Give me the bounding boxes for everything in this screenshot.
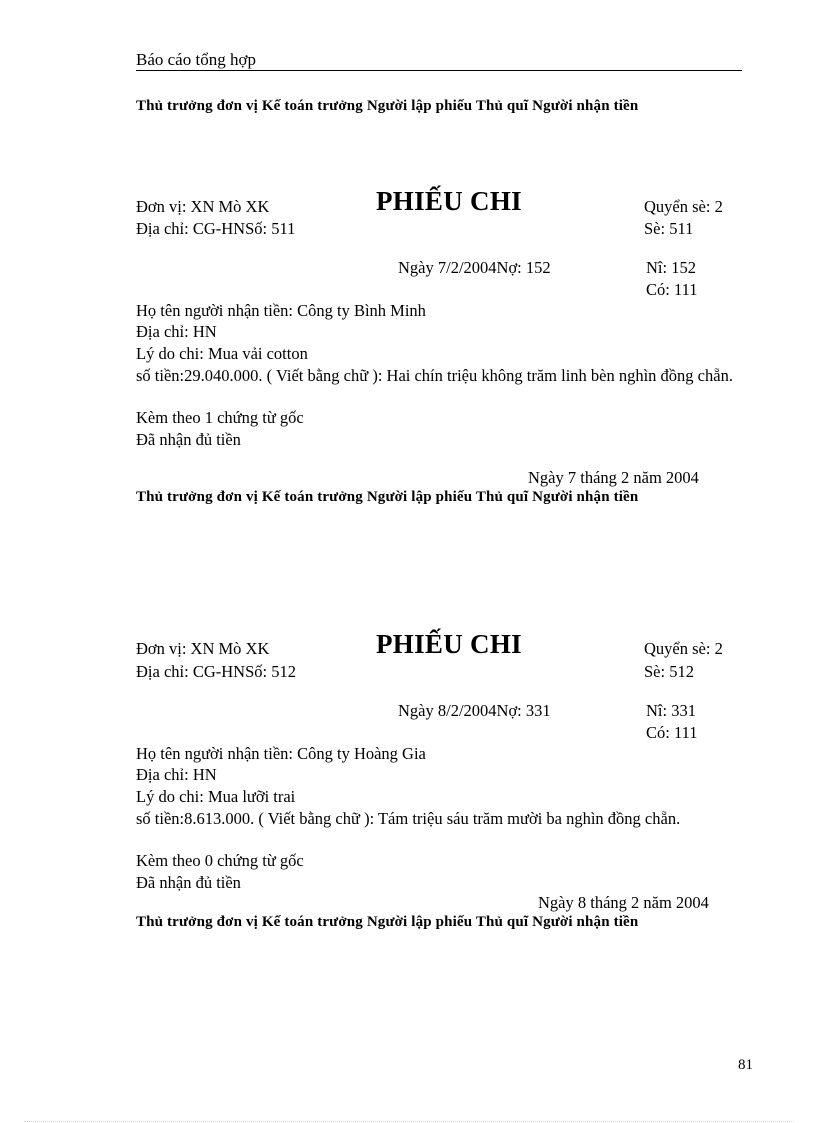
footer-dotted-rule bbox=[24, 1121, 794, 1122]
voucher-1-dia-chi-nhan: Địa chỉ: HN bbox=[136, 322, 217, 341]
voucher-2-ngay-no: Ngày 8/2/2004Nợ: 331 bbox=[398, 701, 551, 720]
voucher-1-title: PHIẾU CHI bbox=[376, 186, 522, 216]
voucher-2-don-vi: Đơn vị: XN Mò XK bbox=[136, 639, 270, 658]
voucher-1-dia-chi: Địa chỉ: CG-HNSố: 511 bbox=[136, 219, 296, 238]
voucher-1-no: Nî: 152 bbox=[646, 258, 696, 277]
voucher-2-no: Nî: 331 bbox=[646, 701, 696, 720]
page-number: 81 bbox=[738, 1057, 753, 1073]
voucher-2-dia-chi-nhan: Địa chỉ: HN bbox=[136, 765, 217, 784]
voucher-2-nguoi-nhan: Họ tên người nhận tiền: Công ty Hoàng Gia bbox=[136, 744, 426, 763]
voucher-1-signatories: Thủ trưởng đơn vị Kế toán trưởng Người lập phiếu Thủ quĩ Người nhận tiền bbox=[136, 489, 639, 505]
voucher-1-ly-do: Lý do chi: Mua vải cotton bbox=[136, 344, 308, 363]
voucher-2-signatories: Thủ trưởng đơn vị Kế toán trưởng Người lập phiếu Thủ quĩ Người nhận tiền bbox=[136, 914, 639, 930]
voucher-1-so-tien: số tiền:29.040.000. ( Viết bằng chữ ): Hai chín triệu không trăm linh bèn nghìn đồng chẵn. bbox=[136, 366, 733, 385]
voucher-2-da-nhan: Đã nhận đủ tiền bbox=[136, 873, 241, 892]
voucher-1-co: Có: 111 bbox=[646, 280, 698, 299]
voucher-1-kem-theo: Kèm theo 1 chứng từ gốc bbox=[136, 408, 304, 427]
voucher-2-title: PHIẾU CHI bbox=[376, 629, 522, 659]
voucher-2-ly-do: Lý do chi: Mua lưỡi trai bbox=[136, 787, 296, 806]
page-header-title: Báo cáo tổng hợp bbox=[136, 50, 256, 69]
voucher-2-dia-chi: Địa chỉ: CG-HNSố: 512 bbox=[136, 662, 296, 681]
voucher-2-date-line: Ngày 8 tháng 2 năm 2004 bbox=[538, 893, 709, 912]
voucher-2-so: Sè: 512 bbox=[644, 662, 694, 681]
header-rule bbox=[136, 70, 742, 71]
voucher-1-ngay-no: Ngày 7/2/2004Nợ: 152 bbox=[398, 258, 551, 277]
voucher-1-date-line: Ngày 7 tháng 2 năm 2004 bbox=[528, 468, 699, 487]
voucher-1-quyen-so: Quyển sè: 2 bbox=[644, 197, 723, 216]
voucher-1-so: Sè: 511 bbox=[644, 219, 694, 238]
voucher-1-da-nhan: Đã nhận đủ tiền bbox=[136, 430, 241, 449]
voucher-2-quyen-so: Quyển sè: 2 bbox=[644, 639, 723, 658]
voucher-1-nguoi-nhan: Họ tên người nhận tiền: Công ty Bình Minh bbox=[136, 301, 426, 320]
voucher-1-don-vi: Đơn vị: XN Mò XK bbox=[136, 197, 270, 216]
voucher-2-kem-theo: Kèm theo 0 chứng từ gốc bbox=[136, 851, 304, 870]
voucher-2-co: Có: 111 bbox=[646, 723, 698, 742]
signatories-top: Thủ trưởng đơn vị Kế toán trưởng Người lập phiếu Thủ quĩ Người nhận tiền bbox=[136, 98, 639, 114]
voucher-2-so-tien: số tiền:8.613.000. ( Viết bằng chữ ): Tám triệu sáu trăm mười ba nghìn đồng chẵn. bbox=[136, 809, 681, 828]
